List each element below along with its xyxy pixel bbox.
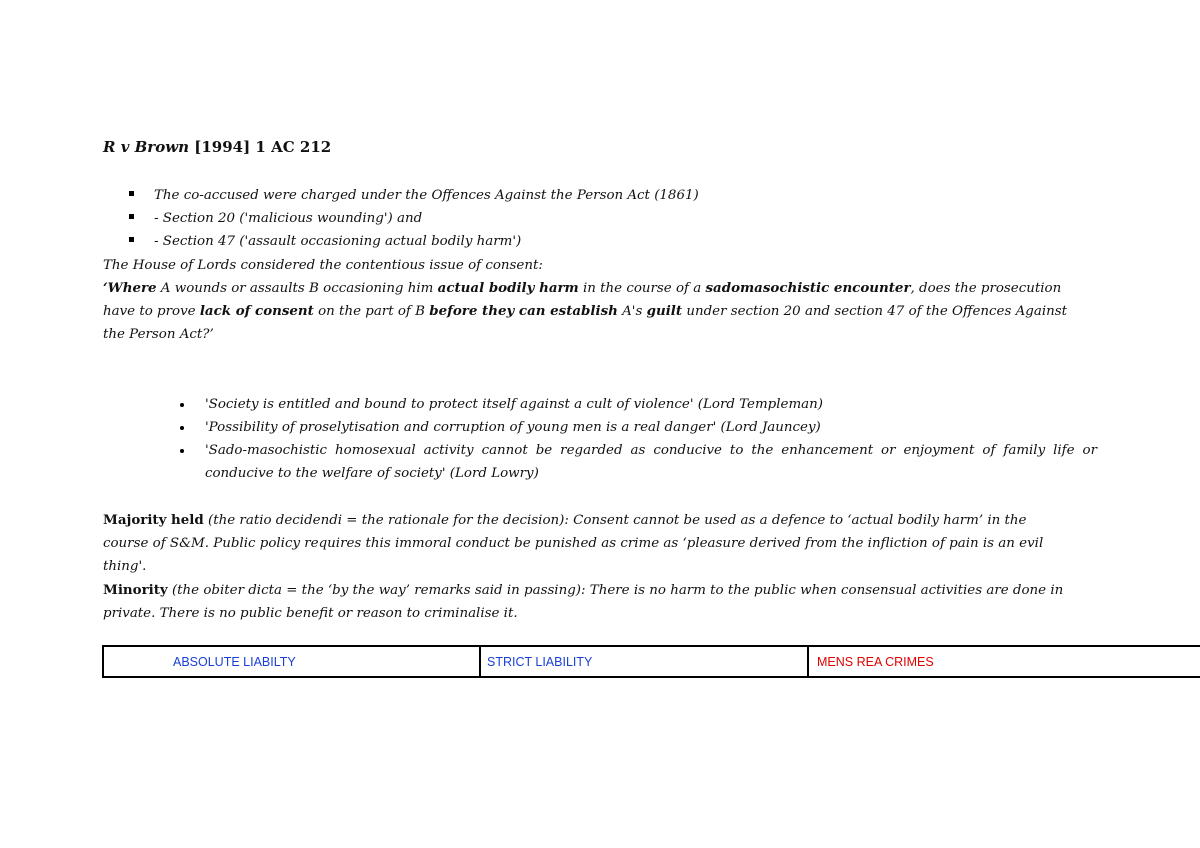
question-intro: The House of Lords considered the contentious issue of consent: bbox=[103, 258, 543, 273]
table-cell bbox=[808, 646, 1200, 677]
quote-item: 'Possibility of proselytisation and corruption of young men is a real danger' (Lord Jauncey) bbox=[205, 420, 821, 435]
square-bullet-icon bbox=[129, 214, 134, 219]
majority-line: thing'. bbox=[103, 559, 147, 574]
bullet-icon bbox=[180, 426, 184, 430]
bullet-icon bbox=[180, 403, 184, 407]
charge-item: - Section 20 ('malicious wounding') and bbox=[154, 211, 423, 226]
question-line: have to prove lack of consent on the part of B before they can establish A's guilt under section 20 and section 47 of the Offences Against bbox=[103, 303, 1067, 319]
quote-item: 'Sado-masochistic homosexual activity cannot be regarded as conducive to the enhancement or enjoyment of family life or bbox=[205, 443, 1097, 458]
case-citation: [1994] 1 AC 212 bbox=[189, 138, 332, 156]
case-name: R v Brown bbox=[103, 138, 190, 156]
bullet-icon bbox=[180, 449, 184, 453]
mens-rea-header: MENS REA CRIMES bbox=[817, 654, 934, 669]
strict-liability-header: STRICT LIABILITY bbox=[487, 654, 593, 669]
question-line: the Person Act?’ bbox=[103, 327, 214, 342]
question-line: ‘Where A wounds or assaults B occasioning him actual bodily harm in the course of a sadomasochistic encounter, does the prosecution bbox=[103, 280, 1062, 296]
charge-item: - Section 47 ('assault occasioning actual bodily harm') bbox=[154, 234, 522, 249]
case-title bbox=[103, 138, 331, 156]
quote-item-continued: conducive to the welfare of society' (Lord Lowry) bbox=[205, 466, 539, 481]
table-row bbox=[103, 646, 1200, 677]
liability-table bbox=[102, 645, 1200, 678]
majority-line: course of S&M. Public policy requires this immoral conduct be punished as crime as ‘pleasure derived from the infliction of pain is an evil bbox=[103, 536, 1044, 551]
square-bullet-icon bbox=[129, 191, 134, 196]
table-cell bbox=[103, 646, 480, 677]
quote-item: 'Society is entitled and bound to protect itself against a cult of violence' (Lord Templeman) bbox=[205, 397, 823, 412]
charge-item: The co-accused were charged under the Offences Against the Person Act (1861) bbox=[154, 188, 699, 203]
table-cell bbox=[480, 646, 808, 677]
minority-label: Minority bbox=[103, 582, 168, 598]
minority-line: private. There is no public benefit or reason to criminalise it. bbox=[103, 606, 518, 621]
square-bullet-icon bbox=[129, 237, 134, 242]
majority-line: Majority held (the ratio decidendi = the rationale for the decision): Consent cannot be used as a defence to ‘actual bodily harm’ in the bbox=[103, 512, 1027, 528]
minority-line: Minority (the obiter dicta = the ‘by the way’ remarks said in passing): There is no harm to the public when consensual activities are done in bbox=[103, 582, 1064, 598]
absolute-liability-header: ABSOLUTE LIABILTY bbox=[173, 654, 296, 669]
majority-label: Majority held bbox=[103, 512, 204, 528]
